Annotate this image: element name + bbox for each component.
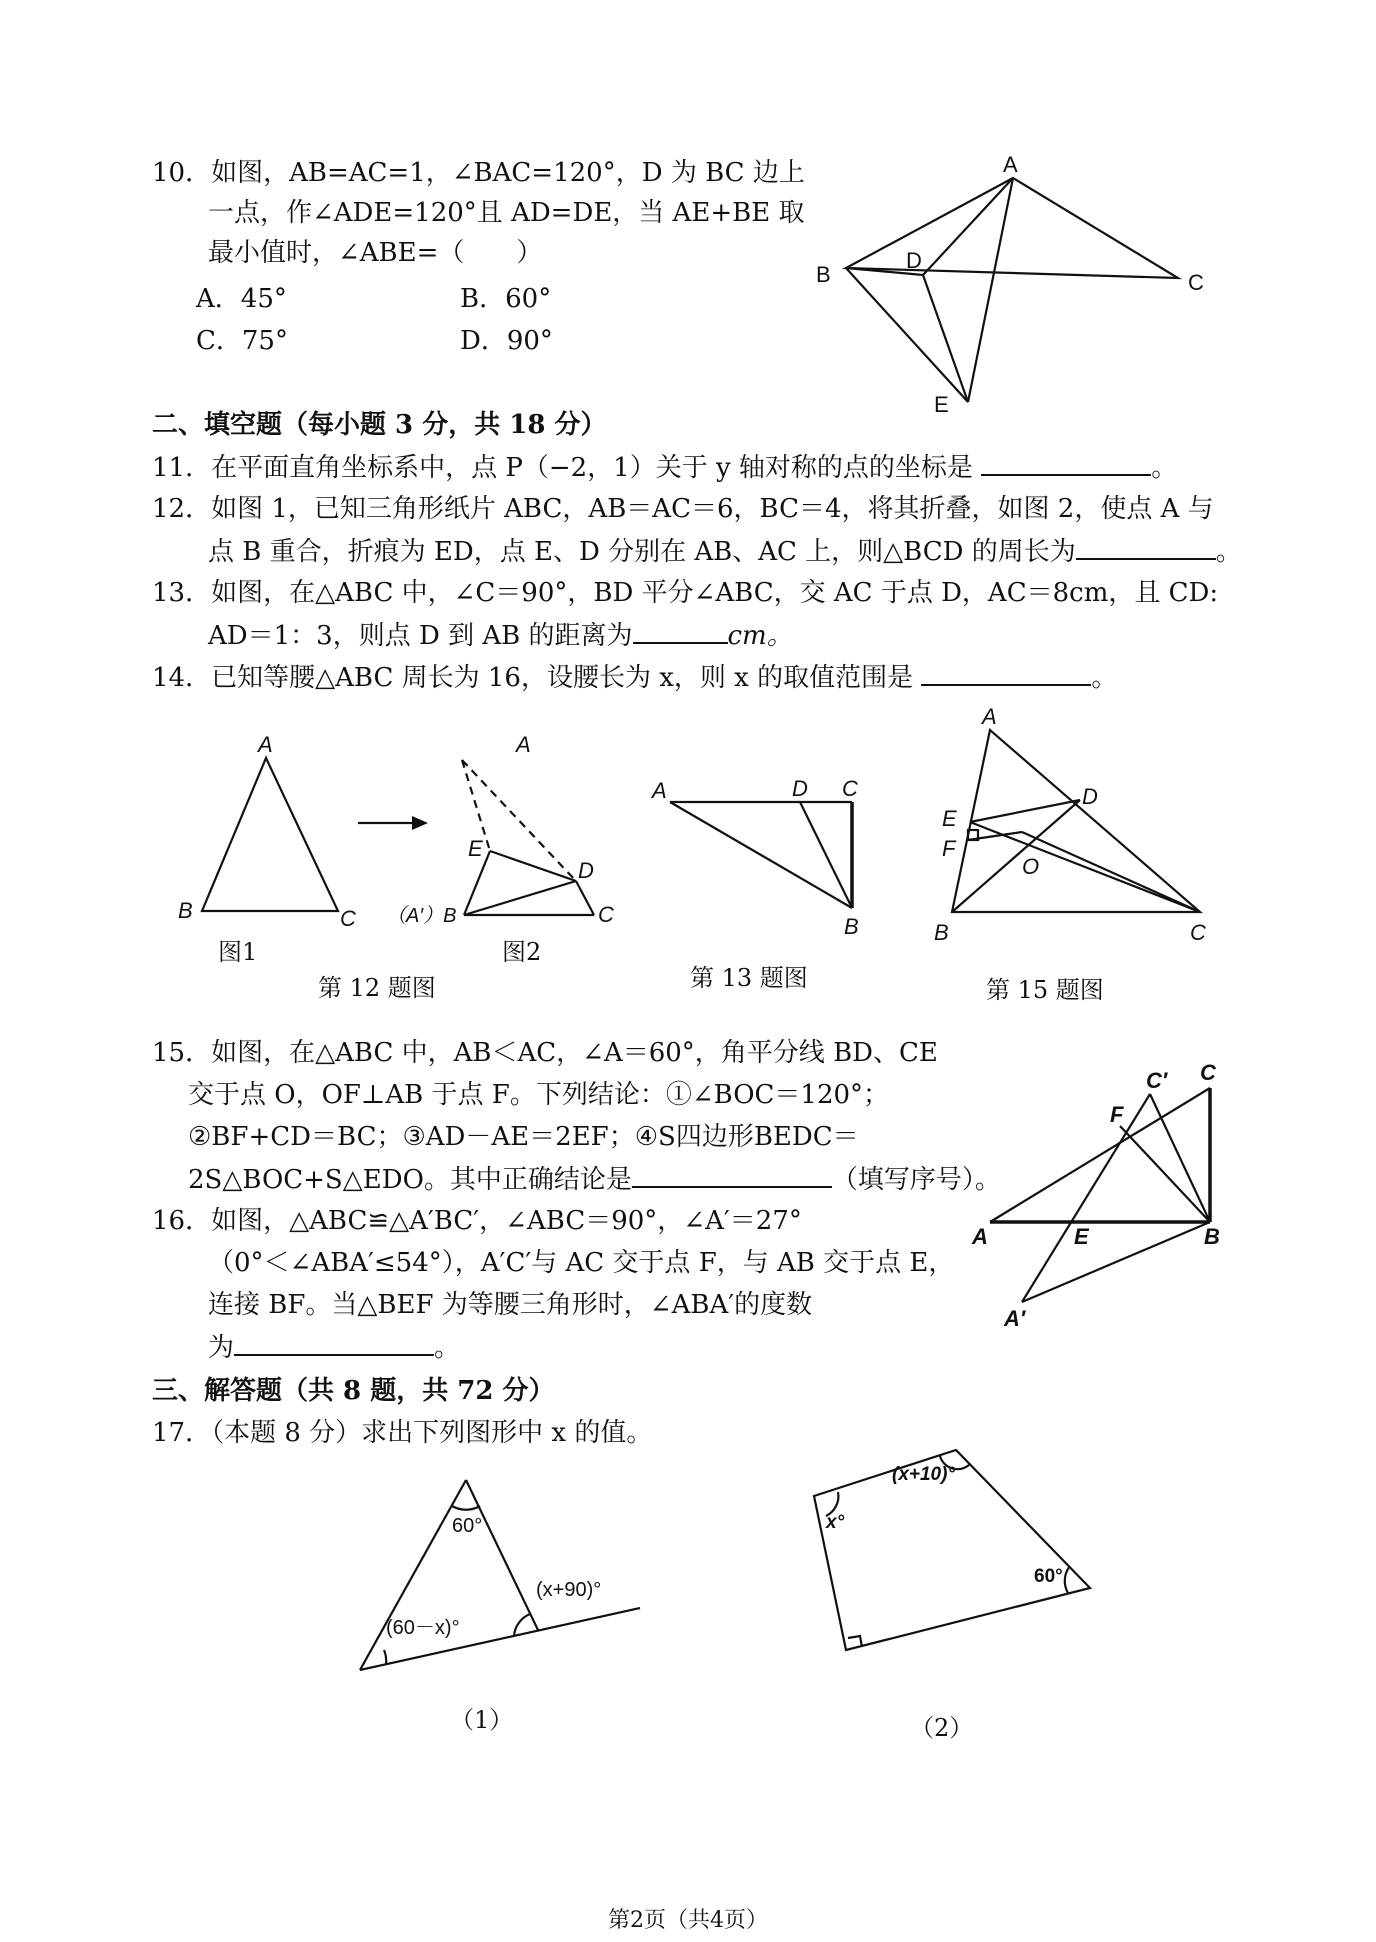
q10-line1: 10．如图，AB=AC=1，∠BAC=120°，D 为 BC 边上: [152, 158, 805, 188]
q15-label-o: O: [1022, 854, 1040, 879]
q10-label-d: D: [906, 248, 922, 273]
q12-figure-1: [170, 728, 370, 931]
q13-caption: 第 13 题图: [690, 964, 808, 992]
q16-label-a2: A′: [1004, 1306, 1026, 1331]
q15-line4: [188, 1162, 1001, 1197]
q16-label-b: B: [1204, 1224, 1220, 1249]
q17-fig1-top: 60°: [452, 1515, 483, 1537]
q17-fig2-left: x°: [826, 1512, 845, 1533]
q16-line4: [208, 1330, 460, 1365]
q12-line2: [208, 534, 1242, 569]
section2-title: 二、填空题（每小题 3 分，共 18 分）: [152, 410, 607, 440]
q15-line1: 15．如图，在△ABC 中，AB＜AC，∠A＝60°，角平分线 BD、CE: [152, 1038, 938, 1068]
fig2-label-e: E: [468, 836, 483, 861]
q15-figure: [930, 700, 1220, 950]
q13-line1: 13．如图，在△ABC 中，∠C＝90°，BD 平分∠ABC，交 AC 于点 D，AC＝8cm，且 CD:: [152, 578, 1219, 608]
q16-line1: 16．如图，△ABC≌△A′BC′，∠ABC＝90°，∠A′＝27°: [152, 1206, 802, 1236]
q15-line4-text: 2S△BOC+S△EDO。其中正确结论是: [188, 1165, 632, 1195]
fig1-label-b: B: [178, 898, 193, 923]
q15-end: （填写序号）。: [831, 1165, 1001, 1195]
page-footer: 第2页（共4页）: [608, 1908, 768, 1933]
q15-label-a: A: [982, 704, 997, 729]
fig1-label-a: A: [258, 732, 273, 757]
fig2-label-d: D: [578, 858, 594, 883]
q16-line4-text: 为: [208, 1333, 235, 1363]
q12-line2-text: 点 B 重合，折痕为 ED，点 E、D 分别在 AB、AC 上，则△BCD 的周长为: [208, 537, 1076, 567]
q15-label-c: C: [1190, 920, 1206, 945]
q13-label-d: D: [792, 776, 808, 801]
q12-figure-2: [380, 728, 630, 928]
q15-caption: 第 15 题图: [986, 976, 1104, 1004]
q15-label-b: B: [934, 920, 949, 945]
q14: [152, 660, 1117, 695]
q15-answer-blank[interactable]: [632, 1162, 832, 1188]
fig1-caption: 图1: [218, 938, 258, 966]
q10-option-d: D．90°: [460, 326, 553, 356]
q16-figure: [970, 1050, 1240, 1340]
q12-caption: 第 12 题图: [318, 974, 436, 1002]
q10-label-a: A: [1003, 152, 1018, 177]
q15-label-e: E: [942, 806, 957, 831]
q11: [152, 450, 1177, 485]
q16-end: 。: [434, 1333, 461, 1363]
q10-line3: 最小值时，∠ABE=（ ）: [208, 238, 543, 268]
q17-fig2-right: 60°: [1034, 1566, 1063, 1587]
q13-line2: [208, 618, 793, 653]
q10-option-c: C．75°: [196, 326, 288, 356]
q16-label-e: E: [1074, 1224, 1089, 1249]
q16-label-f: F: [1110, 1102, 1124, 1127]
q10-option-a: A．45°: [196, 284, 287, 314]
fig2-label-c: C: [598, 902, 614, 927]
q10-option-b: B．60°: [460, 284, 552, 314]
q10-line2: 一点，作∠ADE=120°且 AD=DE，当 AE+BE 取: [208, 198, 805, 228]
q14-answer-blank[interactable]: [921, 660, 1091, 686]
q13-end: cm。: [727, 621, 793, 651]
q11-text: 11．在平面直角坐标系中，点 P（−2，1）关于 y 轴对称的点的坐标是: [152, 453, 973, 483]
fig2-label-a: A: [516, 732, 531, 757]
q10-figure: [800, 150, 1220, 420]
q14-text: 14．已知等腰△ABC 周长为 16，设腰长为 x，则 x 的取值范围是: [152, 663, 914, 693]
q12-end: 。: [1215, 537, 1242, 567]
q16-label-c2: C′: [1146, 1068, 1168, 1093]
q17-fig1-ext: (x+90)°: [536, 1579, 602, 1601]
section3-title: 三、解答题（共 8 题，共 72 分）: [152, 1376, 555, 1406]
q15-line2: 交于点 O，OF⊥AB 于点 F。下列结论：①∠BOC＝120°；: [188, 1080, 890, 1110]
q17-text: 17．（本题 8 分）求出下列图形中 x 的值。: [152, 1418, 653, 1448]
q17-figure-1: [350, 1460, 650, 1700]
q17-fig1-caption: （1）: [450, 1706, 514, 1734]
q13-answer-blank[interactable]: [633, 618, 728, 644]
q10-label-e: E: [934, 392, 949, 417]
q14-end: 。: [1091, 663, 1118, 693]
fig2-label-b: （A′）B: [386, 905, 457, 927]
q10-label-c: C: [1188, 270, 1204, 295]
q16-label-a: A: [972, 1224, 988, 1249]
q16-answer-blank[interactable]: [234, 1330, 434, 1356]
q16-line3: 连接 BF。当△BEF 为等腰三角形时，∠ABA′的度数: [208, 1290, 813, 1320]
q12-line1: 12．如图 1，已知三角形纸片 ABC，AB＝AC＝6，BC＝4，将其折叠，如图 2，使点 A 与: [152, 494, 1214, 524]
q11-answer-blank[interactable]: [981, 450, 1151, 476]
fig2-caption: 图2: [502, 938, 542, 966]
q15-label-d: D: [1082, 784, 1098, 809]
q17-figure-2: [800, 1440, 1120, 1690]
q15-label-f: F: [942, 836, 956, 861]
q17-fig1-left: (60－x)°: [386, 1617, 460, 1639]
q16-line2: （0°＜∠ABA′≤54°），A′C′与 AC 交于点 F，与 AB 交于点 E，: [208, 1248, 955, 1278]
q13-label-b: B: [844, 914, 859, 939]
q13-figure: [640, 764, 880, 944]
q12-answer-blank[interactable]: [1076, 534, 1216, 560]
q13-label-c: C: [842, 776, 858, 801]
q17-fig2-top: (x+10)°: [892, 1464, 956, 1485]
q16-label-c: C: [1200, 1060, 1216, 1085]
q10-label-b: B: [816, 262, 831, 287]
q15-line3: ②BF+CD＝BC；③AD－AE＝2EF；④S四边形BEDC＝: [188, 1122, 859, 1152]
q13-label-a: A: [652, 778, 667, 803]
q11-end: 。: [1151, 453, 1178, 483]
q13-line2-text: AD＝1：3，则点 D 到 AB 的距离为: [208, 621, 633, 651]
q17-fig2-caption: （2）: [910, 1714, 974, 1742]
fig1-label-c: C: [340, 906, 356, 931]
